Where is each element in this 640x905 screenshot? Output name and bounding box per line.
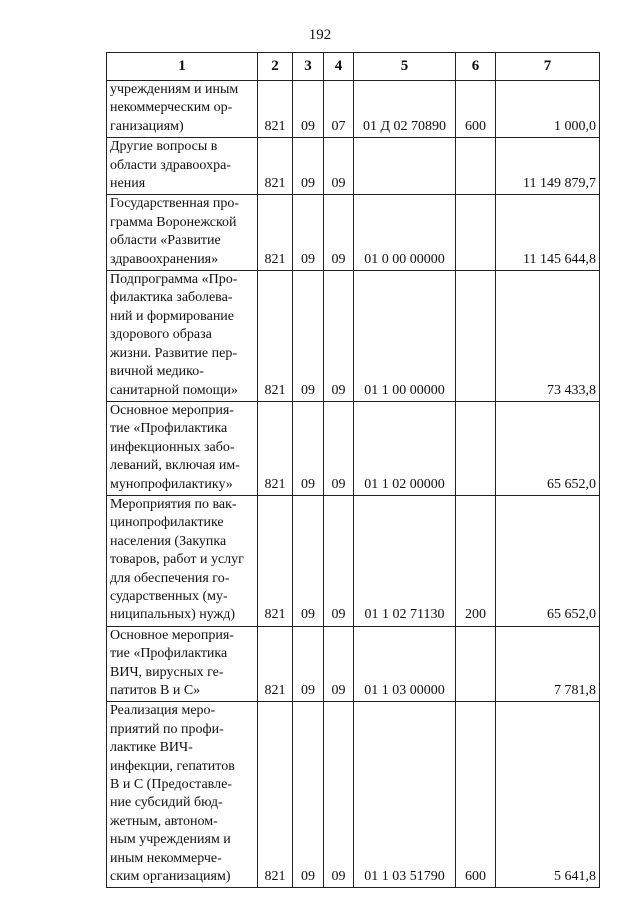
header-col-3: 3 xyxy=(293,53,324,81)
table-row xyxy=(107,138,600,195)
subsection-code-cell: 09 xyxy=(324,138,354,195)
amount-cell: 7 781,8 xyxy=(496,626,600,702)
row-name-line: ским организациям) xyxy=(110,869,231,885)
row-name-line: ганизациям) xyxy=(110,118,184,134)
row-name-line: области «Развитие xyxy=(110,233,221,249)
row-name-line: санитарной помощи» xyxy=(110,382,238,398)
subsection-code-cell: 09 xyxy=(324,195,354,271)
ministry-code-cell: 821 xyxy=(258,401,293,495)
section-code-cell: 09 xyxy=(293,138,324,195)
row-name-line: ний и формирование xyxy=(110,308,235,324)
expense-type-cell xyxy=(456,271,496,402)
row-name-line: некоммерческим ор- xyxy=(110,100,233,116)
row-name-line: цинопрофилактике xyxy=(110,515,224,531)
target-article-cell: 01 Д 02 70890 xyxy=(354,81,456,138)
subsection-code-cell: 09 xyxy=(324,271,354,402)
row-name-line: здорового образа xyxy=(110,327,212,343)
ministry-code-cell: 821 xyxy=(258,702,293,888)
header-col-7: 7 xyxy=(496,53,600,81)
expense-type-cell xyxy=(456,195,496,271)
row-name-line: ВИЧ, вирусных ге- xyxy=(110,664,224,680)
row-name-cell xyxy=(107,495,258,626)
amount-cell: 73 433,8 xyxy=(496,271,600,402)
target-article-cell xyxy=(354,138,456,195)
row-name-line: нения xyxy=(110,176,146,192)
target-article-cell: 01 1 00 00000 xyxy=(354,271,456,402)
row-name-line: патитов В и С» xyxy=(110,683,201,698)
row-name-cell xyxy=(107,702,258,888)
table-row xyxy=(107,495,600,626)
row-name-line: инфекции, гепатитов xyxy=(110,758,235,774)
target-article-cell: 01 1 02 00000 xyxy=(354,401,456,495)
target-article-cell: 01 0 00 00000 xyxy=(354,195,456,271)
amount-cell: 5 641,8 xyxy=(496,702,600,888)
expense-type-cell: 600 xyxy=(456,81,496,138)
header-col-2: 2 xyxy=(258,53,293,81)
subsection-code-cell: 09 xyxy=(324,495,354,626)
ministry-code-cell: 821 xyxy=(258,271,293,402)
header-col-4: 4 xyxy=(324,53,354,81)
row-name-line: Реализация меро- xyxy=(110,703,216,719)
section-code-cell: 09 xyxy=(293,195,324,271)
row-name-line: В и С (Предоставле- xyxy=(110,777,232,793)
ministry-code-cell: 821 xyxy=(258,81,293,138)
subsection-code-cell: 07 xyxy=(324,81,354,138)
target-article-cell: 01 1 02 71130 xyxy=(354,495,456,626)
table-row xyxy=(107,401,600,495)
row-name-line: учреждениям и иным xyxy=(110,82,239,97)
row-name-line: товаров, работ и услуг xyxy=(110,552,244,568)
header-row xyxy=(107,53,600,81)
row-name-line: приятий по профи- xyxy=(110,721,224,737)
target-article-cell: 01 1 03 51790 xyxy=(354,702,456,888)
row-name-line: грамма Воронежской xyxy=(110,214,237,230)
row-name-line: для обеспечения го- xyxy=(110,570,230,586)
header-col-5: 5 xyxy=(354,53,456,81)
amount-cell: 1 000,0 xyxy=(496,81,600,138)
row-name-cell xyxy=(107,138,258,195)
row-name-line: Подпрограмма «Про- xyxy=(110,272,238,288)
row-name-line: тие «Профилактика xyxy=(110,646,228,662)
row-name-line: области здравоохра- xyxy=(110,157,231,173)
table-row xyxy=(107,626,600,702)
section-code-cell: 09 xyxy=(293,271,324,402)
table-body xyxy=(107,81,600,888)
row-name-cell xyxy=(107,271,258,402)
row-name-line: Основное мероприя- xyxy=(110,627,234,643)
row-name-cell xyxy=(107,195,258,271)
row-name-cell xyxy=(107,81,258,138)
section-code-cell: 09 xyxy=(293,81,324,138)
ministry-code-cell: 821 xyxy=(258,195,293,271)
row-name-line: мунопрофилактику» xyxy=(110,476,233,492)
row-name-line: Государственная про- xyxy=(110,196,240,212)
ministry-code-cell: 821 xyxy=(258,138,293,195)
row-name-line: инфекционных забо- xyxy=(110,439,235,455)
subsection-code-cell: 09 xyxy=(324,702,354,888)
section-code-cell: 09 xyxy=(293,495,324,626)
subsection-code-cell: 09 xyxy=(324,626,354,702)
ministry-code-cell: 821 xyxy=(258,626,293,702)
row-name-line: жетным, автоном- xyxy=(110,813,218,829)
header-col-1: 1 xyxy=(107,53,258,81)
ministry-code-cell: 821 xyxy=(258,495,293,626)
row-name-line: вичной медико- xyxy=(110,364,204,380)
row-name-line: леваний, включая им- xyxy=(110,458,240,474)
row-name-line: лактике ВИЧ- xyxy=(110,740,193,756)
subsection-code-cell: 09 xyxy=(324,401,354,495)
expense-type-cell xyxy=(456,138,496,195)
row-name-line: жизни. Развитие пер- xyxy=(110,345,238,361)
target-article-cell: 01 1 03 00000 xyxy=(354,626,456,702)
row-name-line: Другие вопросы в xyxy=(110,139,218,155)
table-row xyxy=(107,195,600,271)
row-name-line: Основное мероприя- xyxy=(110,402,234,418)
table-row xyxy=(107,271,600,402)
row-name-line: ным учреждениям и xyxy=(110,832,231,848)
row-name-line: сударственных (му- xyxy=(110,588,228,604)
amount-cell: 65 652,0 xyxy=(496,401,600,495)
budget-table xyxy=(106,52,600,888)
row-name-line: филактика заболева- xyxy=(110,290,233,306)
amount-cell: 11 149 879,7 xyxy=(496,138,600,195)
table-row xyxy=(107,81,600,138)
page-number: 192 xyxy=(308,27,332,43)
header-col-6: 6 xyxy=(456,53,496,81)
expense-type-cell: 200 xyxy=(456,495,496,626)
section-code-cell: 09 xyxy=(293,401,324,495)
row-name-line: ниципальных) нужд) xyxy=(110,607,235,623)
row-name-line: здравоохранения» xyxy=(110,251,219,267)
row-name-cell xyxy=(107,401,258,495)
section-code-cell: 09 xyxy=(293,626,324,702)
amount-cell: 65 652,0 xyxy=(496,495,600,626)
row-name-line: ние субсидий бюд- xyxy=(110,795,223,811)
expense-type-cell xyxy=(456,626,496,702)
expense-type-cell xyxy=(456,401,496,495)
expense-type-cell: 600 xyxy=(456,702,496,888)
row-name-line: иным некоммерче- xyxy=(110,850,222,866)
table-row xyxy=(107,702,600,888)
row-name-line: тие «Профилактика xyxy=(110,421,228,437)
section-code-cell: 09 xyxy=(293,702,324,888)
amount-cell: 11 145 644,8 xyxy=(496,195,600,271)
row-name-line: населения (Закупка xyxy=(110,533,227,549)
row-name-line: Мероприятия по вак- xyxy=(110,496,237,512)
row-name-cell xyxy=(107,626,258,702)
